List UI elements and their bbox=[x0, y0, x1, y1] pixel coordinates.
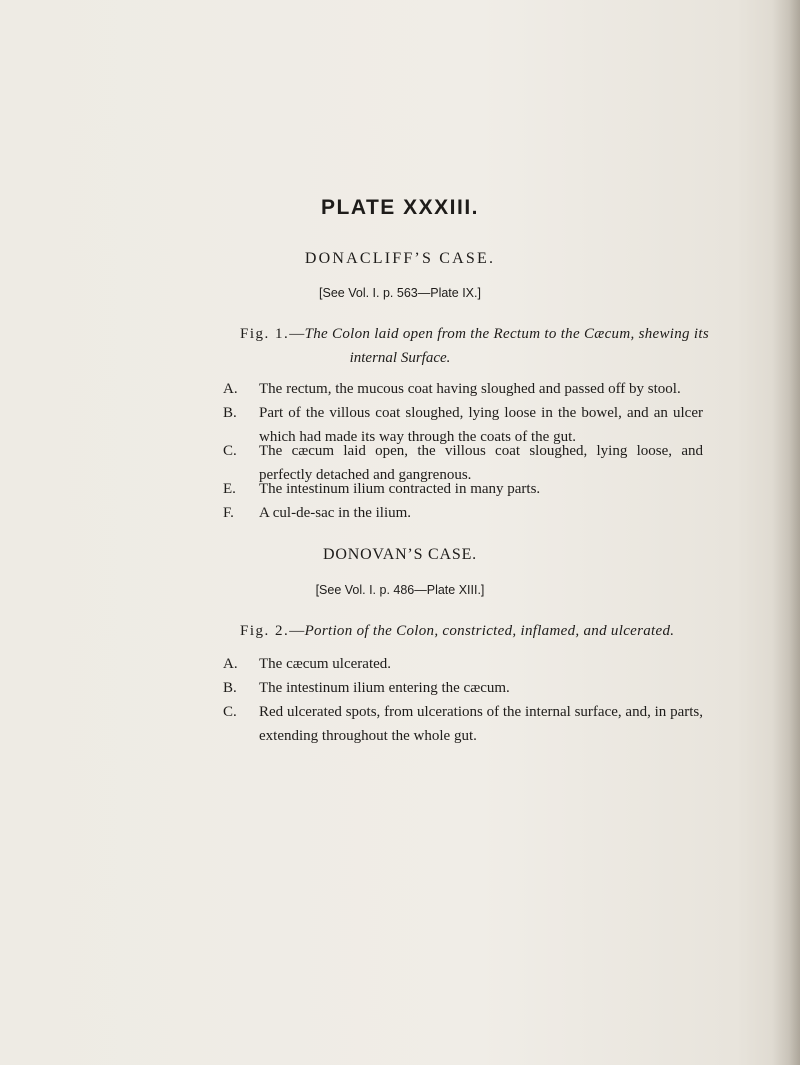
figure-1-caption bbox=[240, 326, 709, 343]
page-edge-shadow bbox=[772, 0, 800, 1065]
item-text: The cæcum laid open, the villous coat sloughed, lying loose, and perfectly detached and gangrenous. bbox=[259, 443, 703, 483]
figure-1-dash: — bbox=[289, 326, 305, 342]
item-letter: F. bbox=[223, 505, 234, 521]
list-item bbox=[223, 377, 703, 401]
case-title-donacliff: DONACLIFF’S CASE. bbox=[304, 250, 496, 267]
item-letter: C. bbox=[223, 704, 237, 720]
case-reference-donacliff: [See Vol. I. p. 563—Plate IX.] bbox=[319, 286, 481, 300]
figure-1-caption-line2: internal Surface. bbox=[349, 350, 451, 366]
case-title-donovan: DONOVAN’S CASE. bbox=[323, 546, 477, 563]
item-letter: C. bbox=[223, 443, 237, 459]
item-letter: A. bbox=[223, 381, 238, 397]
figure-1-caption-line1: The Colon laid open from the Rectum to the Cæcum, shewing its bbox=[304, 326, 709, 342]
case-reference-donovan: [See Vol. I. p. 486—Plate XIII.] bbox=[315, 583, 485, 597]
figure-2-dash: — bbox=[289, 623, 305, 639]
item-text: The intestinum ilium contracted in many parts. bbox=[259, 481, 541, 497]
figure-2-label: Fig. 2. bbox=[240, 623, 290, 639]
item-text: Red ulcerated spots, from ulcerations of the internal surface, and, in parts, extending throughout the whole gut. bbox=[259, 704, 703, 744]
list-item bbox=[223, 652, 703, 676]
item-text: The intestinum ilium entering the cæcum. bbox=[259, 680, 510, 696]
figure-2-caption bbox=[240, 623, 674, 640]
item-letter: A. bbox=[223, 656, 238, 672]
list-item bbox=[223, 676, 703, 700]
item-text: Part of the villous coat sloughed, lying loose in the bowel, and an ulcer which had made its way through the coats of the gut. bbox=[259, 405, 703, 445]
list-item bbox=[223, 700, 703, 748]
item-text: The rectum, the mucous coat having sloughed and passed off by stool. bbox=[259, 381, 681, 397]
figure-1-label: Fig. 1. bbox=[240, 326, 290, 342]
list-item bbox=[223, 477, 703, 501]
figure-2-caption-text: Portion of the Colon, constricted, inflamed, and ulcerated. bbox=[304, 623, 675, 639]
item-text: A cul-de-sac in the ilium. bbox=[259, 505, 412, 521]
list-item bbox=[223, 501, 703, 525]
item-letter: B. bbox=[223, 405, 237, 421]
item-text: The cæcum ulcerated. bbox=[259, 656, 392, 672]
item-letter: E. bbox=[223, 481, 236, 497]
plate-title: PLATE XXXIII. bbox=[321, 196, 479, 219]
item-letter: B. bbox=[223, 680, 237, 696]
